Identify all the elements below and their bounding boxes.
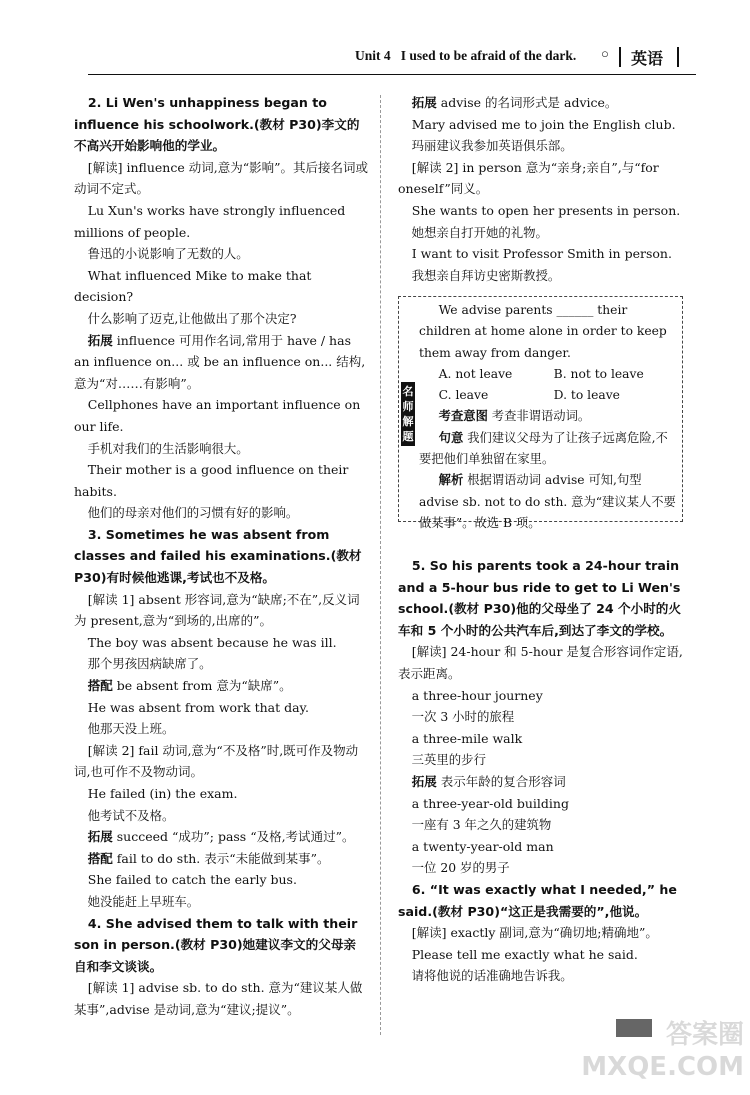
paragraph [74, 459, 368, 502]
divider [619, 47, 621, 67]
meaning-text: 我们建议父母为了让孩子远离危险,不要把他们单独留在家里。 [419, 430, 668, 467]
paragraph-text: 她想亲自打开她的礼物。 [411, 224, 548, 240]
left-column [74, 92, 368, 1021]
paragraph [74, 157, 368, 200]
tag-label: 拓展 [411, 95, 437, 110]
paragraph-text: 什么影响了迈克,让他做出了那个决定? [87, 310, 297, 326]
paragraph [398, 641, 686, 684]
paragraph-text: [解读 2] in person 意为“亲身;亲自”,与“for oneself”同义。 [398, 159, 659, 197]
paragraph [398, 771, 686, 793]
paragraph-text: The boy was absent because he was ill. [87, 634, 337, 650]
paragraph-text: a three-hour journey [411, 687, 543, 703]
sentence-heading [74, 92, 368, 157]
paragraph-text: He failed (in) the exam. [87, 786, 238, 801]
paragraph [398, 114, 686, 136]
right-column-bottom [398, 555, 686, 987]
paragraph-text: 6. “It was exactly what I needed,” he said.(教材 P30)“这正是我需要的”,他说。 [398, 881, 677, 919]
paragraph [74, 977, 368, 1020]
paragraph [74, 243, 368, 265]
paragraph [74, 848, 368, 870]
question-text: We advise parents ______ their children at home alone in order to keep them away from danger. [419, 303, 667, 360]
paragraph-text: 请将他说的话准确地告诉我。 [411, 968, 573, 984]
paragraph [398, 922, 686, 944]
paragraph-text: Lu Xun's works have strongly influenced millions of people. [74, 202, 346, 240]
option-d: D. to leave [553, 388, 620, 403]
paragraph [74, 265, 368, 308]
paragraph-text: [解读] influence 动词,意为“影响”。其后接名词或动词不定式。 [74, 159, 368, 197]
sentence-heading [74, 524, 368, 589]
paragraph [74, 438, 368, 460]
tip-box-content [419, 300, 677, 534]
paragraph [74, 308, 368, 330]
paragraph [398, 265, 686, 287]
watermark-logo: 答案圈 MXQE.COM [581, 1020, 744, 1082]
paragraph-text: influence 可用作名词,常用于 have / has an influence on... 或 be an influence on... 结构,意为“对……有影响”。 [74, 332, 366, 391]
paragraph-text: succeed “成功”; pass “及格,考试通过”。 [112, 829, 355, 845]
intent-line [419, 406, 677, 427]
paragraph [398, 793, 686, 815]
paragraph [74, 502, 368, 524]
paragraph [398, 92, 686, 114]
paragraph [74, 869, 368, 891]
paragraph-text: 手机对我们的生活影响很大。 [87, 440, 249, 456]
paragraph [74, 394, 368, 437]
tag-label: 搭配 [87, 678, 113, 694]
tip-box-label: 名师解题 [401, 382, 415, 446]
intent-tag: 考查意图 [438, 409, 488, 424]
divider [677, 47, 679, 67]
page-header [355, 44, 690, 70]
paragraph-text: [解读 1] advise sb. to do sth. 意为“建议某人做某事”,advise 是动词,意为“建议;提议”。 [74, 980, 363, 1017]
paragraph-text: 三英里的步行 [411, 752, 486, 768]
paragraph-text: She wants to open her presents in person. [411, 202, 681, 218]
paragraph-text: 他那天没上班。 [87, 721, 175, 737]
paragraph-text: 5. So his parents took a 24-hour train and a 5-hour bus ride to get to Li Wen's school.(教材 P30)他的父母坐了 24 个小时的火车和 5 个小时的公共汽车后,到达了李文的学校。 [398, 558, 681, 638]
subject-label: 英语 [631, 49, 664, 68]
paragraph [74, 589, 368, 632]
paragraph [74, 330, 368, 395]
sentence-heading [74, 913, 368, 978]
paragraph [398, 243, 686, 265]
paragraph [74, 697, 368, 719]
paragraph [398, 135, 686, 157]
analysis-tag: 解析 [438, 473, 464, 488]
tag-label: 搭配 [87, 850, 113, 866]
paragraph [74, 740, 368, 783]
paragraph [398, 728, 686, 750]
lesson-title: I used to be afraid of the dark. [400, 48, 577, 63]
paragraph-text: Cellphones have an important influence on our life. [74, 397, 361, 434]
paragraph-text: 一次 3 小时的旅程 [411, 709, 515, 725]
paragraph [398, 749, 686, 771]
paragraph [398, 685, 686, 707]
paragraph-text: [解读] 24-hour 和 5-hour 是复合形容词作定语,表示距离。 [398, 644, 683, 681]
paragraph-text: 4. She advised them to talk with their son in person.(教材 P30)她建议李文的父母亲自和李文谈谈。 [74, 915, 358, 974]
options-row [419, 385, 677, 406]
paragraph-text: 她没能赶上早班车。 [87, 893, 200, 909]
paragraph-text: 鲁迅的小说影响了无数的人。 [87, 246, 249, 262]
paragraph-text: Mary advised me to join the English club. [411, 116, 676, 132]
paragraph-text: 3. Sometimes he was absent from classes and failed his examinations.(教材 P30)有时候他逃课,考试也不及格。 [74, 526, 362, 586]
paragraph-text: Their mother is a good influence on their habits. [74, 462, 349, 499]
header-title [355, 48, 576, 64]
paragraph-text: 他考试不及格。 [87, 807, 175, 823]
option-a: A. not leave [438, 366, 513, 381]
paragraph-text: 那个男孩因病缺席了。 [87, 656, 212, 672]
paragraph [398, 965, 686, 987]
analysis-line [419, 470, 677, 534]
paragraph [74, 200, 368, 243]
paragraph-text: 他们的母亲对他们的习惯有好的影响。 [87, 505, 299, 521]
paragraph-text: 一位 20 岁的男子 [411, 860, 510, 876]
header-rule [88, 74, 696, 75]
sentence-heading [398, 879, 686, 922]
analysis-text: 根据谓语动词 advise 可知,句型 advise sb. not to do sth. 意为“建议某人不要做某事”。故选 B 项。 [419, 473, 676, 530]
paragraph [398, 157, 686, 200]
paragraph-text: 我想亲自拜访史密斯教授。 [411, 267, 561, 283]
paragraph [398, 222, 686, 244]
unit-label: Unit 4 [355, 48, 391, 63]
paragraph-text: What influenced Mike to make that decision? [74, 267, 312, 305]
paragraph-text: He was absent from work that day. [87, 699, 309, 715]
paragraph [74, 783, 368, 805]
paragraph-text: a three-mile walk [411, 730, 523, 746]
paragraph [74, 891, 368, 913]
paragraph-text: 玛丽建议我参加英语俱乐部。 [411, 138, 573, 154]
paragraph-text: Please tell me exactly what he said. [411, 946, 638, 962]
meaning-line [419, 428, 677, 471]
paragraph [74, 653, 368, 675]
paragraph [74, 805, 368, 827]
paragraph-text: [解读] exactly 副词,意为“确切地;精确地”。 [411, 925, 658, 941]
paragraph [74, 718, 368, 740]
paragraph [398, 200, 686, 222]
paragraph [74, 826, 368, 848]
tag-label: 拓展 [87, 332, 113, 348]
paragraph [398, 706, 686, 728]
paragraph-text: [解读 2] fail 动词,意为“不及格”时,既可作及物动词,也可作不及物动词。 [74, 742, 359, 780]
column-divider [380, 95, 381, 1035]
paragraph [398, 857, 686, 879]
paragraph-text: 2. Li Wen's unhappiness began to influence his schoolwork.(教材 P30)李文的不高兴开始影响他的学业。 [74, 95, 360, 154]
circle-icon: ○ [601, 46, 609, 61]
options-row [419, 364, 677, 385]
meaning-tag: 句意 [438, 430, 464, 445]
paragraph [74, 675, 368, 697]
paragraph-text: She failed to catch the early bus. [87, 872, 297, 888]
paragraph [398, 814, 686, 836]
paragraph-text: be absent from 意为“缺席”。 [112, 678, 292, 694]
paragraph [398, 836, 686, 858]
right-column-top [398, 92, 686, 286]
paragraph [74, 632, 368, 654]
tag-label: 拓展 [411, 773, 437, 789]
paragraph-text: 表示年龄的复合形容词 [436, 773, 566, 789]
option-b: B. not to leave [553, 366, 644, 381]
paragraph-text: fail to do sth. 表示“未能做到某事”。 [112, 850, 330, 866]
paragraph-text: a three-year-old building [411, 795, 569, 811]
paragraph-text: advise 的名词形式是 advice。 [436, 95, 618, 110]
tag-label: 拓展 [87, 829, 113, 845]
intent-text: 考查非谓语动词。 [487, 409, 591, 424]
sentence-heading [398, 555, 686, 641]
paragraph-text: 一座有 3 年之久的建筑物 [411, 817, 552, 833]
paragraph-text: [解读 1] absent 形容词,意为“缺席;不在”,反义词为 present,意为“到场的,出席的”。 [74, 591, 360, 629]
option-c: C. leave [438, 388, 489, 403]
paragraph-text: I want to visit Professor Smith in person. [411, 246, 672, 262]
paragraph-text: a twenty-year-old man [411, 838, 554, 854]
paragraph [398, 944, 686, 966]
